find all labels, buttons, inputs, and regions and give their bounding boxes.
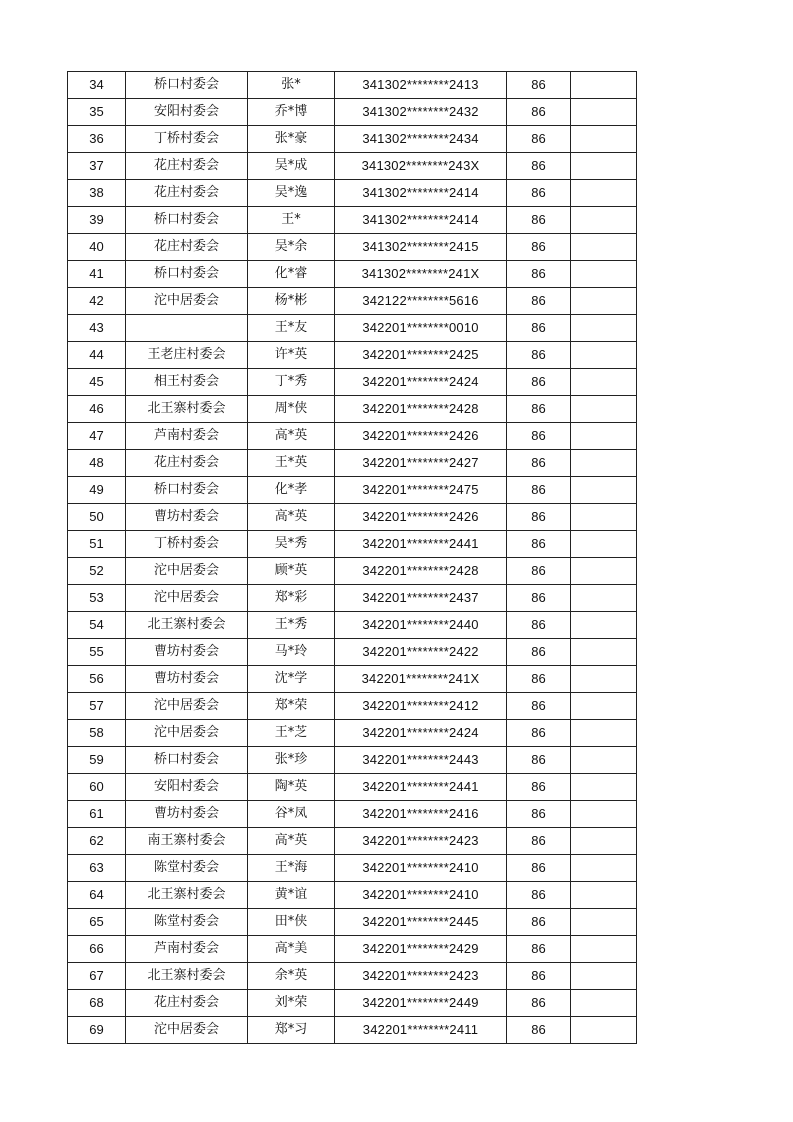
row-number: 60 <box>68 774 126 801</box>
note-cell <box>571 828 637 855</box>
id-number: 342201********2428 <box>335 558 507 585</box>
table-row <box>68 747 637 774</box>
table-row <box>68 288 637 315</box>
table-row <box>68 882 637 909</box>
score-value: 86 <box>507 963 571 990</box>
score-value: 86 <box>507 477 571 504</box>
person-name: 杨*彬 <box>248 288 335 315</box>
score-value: 86 <box>507 450 571 477</box>
table-row <box>68 585 637 612</box>
note-cell <box>571 774 637 801</box>
row-number: 54 <box>68 612 126 639</box>
person-name: 吴*秀 <box>248 531 335 558</box>
committee-name: 北王寨村委会 <box>126 882 248 909</box>
row-number: 61 <box>68 801 126 828</box>
table-row <box>68 315 637 342</box>
id-number: 342201********2423 <box>335 828 507 855</box>
id-number: 342201********2410 <box>335 882 507 909</box>
id-number: 342201********2437 <box>335 585 507 612</box>
note-cell <box>571 639 637 666</box>
table-row <box>68 450 637 477</box>
person-name: 马*玲 <box>248 639 335 666</box>
person-name: 高*英 <box>248 504 335 531</box>
row-number: 65 <box>68 909 126 936</box>
score-value: 86 <box>507 180 571 207</box>
person-name: 吴*成 <box>248 153 335 180</box>
committee-name: 南王寨村委会 <box>126 828 248 855</box>
table-row <box>68 234 637 261</box>
score-value: 86 <box>507 774 571 801</box>
score-value: 86 <box>507 234 571 261</box>
committee-name: 沱中居委会 <box>126 558 248 585</box>
committee-name: 花庄村委会 <box>126 450 248 477</box>
committee-name: 芦南村委会 <box>126 936 248 963</box>
row-number: 36 <box>68 126 126 153</box>
table-row <box>68 828 637 855</box>
person-name: 陶*英 <box>248 774 335 801</box>
note-cell <box>571 666 637 693</box>
committee-name: 沱中居委会 <box>126 288 248 315</box>
table-row <box>68 936 637 963</box>
score-value: 86 <box>507 288 571 315</box>
score-value: 86 <box>507 369 571 396</box>
person-name: 化*孝 <box>248 477 335 504</box>
score-value: 86 <box>507 72 571 99</box>
score-value: 86 <box>507 504 571 531</box>
score-value: 86 <box>507 666 571 693</box>
note-cell <box>571 315 637 342</box>
committee-name: 桥口村委会 <box>126 477 248 504</box>
note-cell <box>571 342 637 369</box>
note-cell <box>571 396 637 423</box>
note-cell <box>571 909 637 936</box>
table-row <box>68 423 637 450</box>
row-number: 62 <box>68 828 126 855</box>
committee-name <box>126 315 248 342</box>
note-cell <box>571 288 637 315</box>
note-cell <box>571 261 637 288</box>
note-cell <box>571 531 637 558</box>
id-number: 341302********241X <box>335 261 507 288</box>
row-number: 46 <box>68 396 126 423</box>
person-name: 刘*荣 <box>248 990 335 1017</box>
person-name: 王*海 <box>248 855 335 882</box>
committee-name: 沱中居委会 <box>126 720 248 747</box>
score-value: 86 <box>507 1017 571 1044</box>
score-value: 86 <box>507 99 571 126</box>
person-name: 王*英 <box>248 450 335 477</box>
id-number: 342201********2426 <box>335 423 507 450</box>
row-number: 66 <box>68 936 126 963</box>
table-row <box>68 720 637 747</box>
table-row <box>68 963 637 990</box>
row-number: 57 <box>68 693 126 720</box>
row-number: 55 <box>68 639 126 666</box>
table-row <box>68 72 637 99</box>
id-number: 341302********2414 <box>335 207 507 234</box>
committee-name: 曹坊村委会 <box>126 801 248 828</box>
note-cell <box>571 126 637 153</box>
person-name: 高*英 <box>248 828 335 855</box>
committee-name: 北王寨村委会 <box>126 396 248 423</box>
row-number: 67 <box>68 963 126 990</box>
row-number: 45 <box>68 369 126 396</box>
id-number: 342201********2416 <box>335 801 507 828</box>
table-row <box>68 504 637 531</box>
row-number: 44 <box>68 342 126 369</box>
row-number: 52 <box>68 558 126 585</box>
note-cell <box>571 747 637 774</box>
score-value: 86 <box>507 828 571 855</box>
person-name: 化*睿 <box>248 261 335 288</box>
note-cell <box>571 180 637 207</box>
row-number: 48 <box>68 450 126 477</box>
row-number: 38 <box>68 180 126 207</box>
person-name: 王*友 <box>248 315 335 342</box>
committee-name: 花庄村委会 <box>126 990 248 1017</box>
person-name: 郑*彩 <box>248 585 335 612</box>
note-cell <box>571 855 637 882</box>
id-number: 342201********2429 <box>335 936 507 963</box>
score-value: 86 <box>507 693 571 720</box>
person-name: 张* <box>248 72 335 99</box>
id-number: 342201********2412 <box>335 693 507 720</box>
note-cell <box>571 153 637 180</box>
person-name: 田*侠 <box>248 909 335 936</box>
table-row <box>68 990 637 1017</box>
score-value: 86 <box>507 558 571 585</box>
committee-name: 桥口村委会 <box>126 72 248 99</box>
note-cell <box>571 369 637 396</box>
id-number: 342201********0010 <box>335 315 507 342</box>
committee-name: 桥口村委会 <box>126 261 248 288</box>
score-value: 86 <box>507 639 571 666</box>
row-number: 41 <box>68 261 126 288</box>
table-row <box>68 855 637 882</box>
committee-name: 桥口村委会 <box>126 747 248 774</box>
score-value: 86 <box>507 126 571 153</box>
committee-name: 花庄村委会 <box>126 153 248 180</box>
note-cell <box>571 585 637 612</box>
table-row <box>68 774 637 801</box>
table-row <box>68 1017 637 1044</box>
score-value: 86 <box>507 585 571 612</box>
person-name: 高*英 <box>248 423 335 450</box>
note-cell <box>571 1017 637 1044</box>
person-name: 吴*余 <box>248 234 335 261</box>
row-number: 56 <box>68 666 126 693</box>
row-number: 58 <box>68 720 126 747</box>
person-name: 高*美 <box>248 936 335 963</box>
score-value: 86 <box>507 855 571 882</box>
row-number: 51 <box>68 531 126 558</box>
score-value: 86 <box>507 396 571 423</box>
roster-table-body <box>68 72 637 1044</box>
id-number: 342201********2428 <box>335 396 507 423</box>
note-cell <box>571 720 637 747</box>
row-number: 39 <box>68 207 126 234</box>
committee-name: 北王寨村委会 <box>126 963 248 990</box>
note-cell <box>571 882 637 909</box>
row-number: 40 <box>68 234 126 261</box>
id-number: 342201********2411 <box>335 1017 507 1044</box>
id-number: 342201********2410 <box>335 855 507 882</box>
row-number: 42 <box>68 288 126 315</box>
score-value: 86 <box>507 207 571 234</box>
note-cell <box>571 423 637 450</box>
table-row <box>68 531 637 558</box>
id-number: 341302********2415 <box>335 234 507 261</box>
committee-name: 陈堂村委会 <box>126 909 248 936</box>
id-number: 342201********2423 <box>335 963 507 990</box>
committee-name: 花庄村委会 <box>126 180 248 207</box>
table-row <box>68 180 637 207</box>
committee-name: 安阳村委会 <box>126 99 248 126</box>
committee-name: 沱中居委会 <box>126 585 248 612</box>
committee-name: 花庄村委会 <box>126 234 248 261</box>
id-number: 342201********2425 <box>335 342 507 369</box>
score-value: 86 <box>507 747 571 774</box>
table-row <box>68 261 637 288</box>
score-value: 86 <box>507 612 571 639</box>
person-name: 谷*凤 <box>248 801 335 828</box>
id-number: 341302********2434 <box>335 126 507 153</box>
score-value: 86 <box>507 801 571 828</box>
id-number: 342201********2426 <box>335 504 507 531</box>
id-number: 342201********2475 <box>335 477 507 504</box>
table-row <box>68 666 637 693</box>
table-row <box>68 342 637 369</box>
note-cell <box>571 504 637 531</box>
committee-name: 沱中居委会 <box>126 693 248 720</box>
score-value: 86 <box>507 531 571 558</box>
person-name: 张*豪 <box>248 126 335 153</box>
table-row <box>68 369 637 396</box>
committee-name: 丁桥村委会 <box>126 126 248 153</box>
row-number: 64 <box>68 882 126 909</box>
id-number: 341302********2413 <box>335 72 507 99</box>
row-number: 35 <box>68 99 126 126</box>
person-name: 王*芝 <box>248 720 335 747</box>
person-name: 王* <box>248 207 335 234</box>
committee-name: 安阳村委会 <box>126 774 248 801</box>
id-number: 342201********2449 <box>335 990 507 1017</box>
row-number: 68 <box>68 990 126 1017</box>
id-number: 342201********2427 <box>335 450 507 477</box>
note-cell <box>571 693 637 720</box>
person-name: 张*珍 <box>248 747 335 774</box>
table-row <box>68 207 637 234</box>
score-value: 86 <box>507 909 571 936</box>
committee-name: 北王寨村委会 <box>126 612 248 639</box>
committee-name: 陈堂村委会 <box>126 855 248 882</box>
row-number: 49 <box>68 477 126 504</box>
row-number: 47 <box>68 423 126 450</box>
note-cell <box>571 558 637 585</box>
committee-name: 沱中居委会 <box>126 1017 248 1044</box>
note-cell <box>571 936 637 963</box>
row-number: 59 <box>68 747 126 774</box>
person-name: 沈*学 <box>248 666 335 693</box>
person-name: 丁*秀 <box>248 369 335 396</box>
committee-name: 曹坊村委会 <box>126 639 248 666</box>
row-number: 69 <box>68 1017 126 1044</box>
id-number: 341302********2432 <box>335 99 507 126</box>
score-value: 86 <box>507 153 571 180</box>
id-number: 342201********2441 <box>335 774 507 801</box>
row-number: 63 <box>68 855 126 882</box>
score-value: 86 <box>507 342 571 369</box>
committee-name: 王老庄村委会 <box>126 342 248 369</box>
committee-name: 芦南村委会 <box>126 423 248 450</box>
table-row <box>68 801 637 828</box>
note-cell <box>571 234 637 261</box>
table-row <box>68 693 637 720</box>
person-name: 乔*博 <box>248 99 335 126</box>
table-row <box>68 639 637 666</box>
note-cell <box>571 72 637 99</box>
table-row <box>68 477 637 504</box>
table-row <box>68 909 637 936</box>
id-number: 341302********2414 <box>335 180 507 207</box>
row-number: 34 <box>68 72 126 99</box>
id-number: 342122********5616 <box>335 288 507 315</box>
person-name: 郑*荣 <box>248 693 335 720</box>
person-name: 许*英 <box>248 342 335 369</box>
id-number: 342201********2440 <box>335 612 507 639</box>
person-name: 王*秀 <box>248 612 335 639</box>
row-number: 53 <box>68 585 126 612</box>
id-number: 342201********2445 <box>335 909 507 936</box>
table-row <box>68 558 637 585</box>
committee-name: 曹坊村委会 <box>126 666 248 693</box>
note-cell <box>571 99 637 126</box>
id-number: 342201********2424 <box>335 720 507 747</box>
id-number: 342201********241X <box>335 666 507 693</box>
roster-table <box>67 71 637 1044</box>
row-number: 50 <box>68 504 126 531</box>
id-number: 342201********2441 <box>335 531 507 558</box>
note-cell <box>571 963 637 990</box>
id-number: 341302********243X <box>335 153 507 180</box>
score-value: 86 <box>507 315 571 342</box>
score-value: 86 <box>507 423 571 450</box>
score-value: 86 <box>507 720 571 747</box>
row-number: 43 <box>68 315 126 342</box>
id-number: 342201********2422 <box>335 639 507 666</box>
person-name: 黄*谊 <box>248 882 335 909</box>
table-row <box>68 99 637 126</box>
person-name: 吴*逸 <box>248 180 335 207</box>
note-cell <box>571 207 637 234</box>
row-number: 37 <box>68 153 126 180</box>
table-row <box>68 612 637 639</box>
person-name: 周*侠 <box>248 396 335 423</box>
note-cell <box>571 990 637 1017</box>
person-name: 郑*习 <box>248 1017 335 1044</box>
table-row <box>68 126 637 153</box>
person-name: 顾*英 <box>248 558 335 585</box>
table-row <box>68 153 637 180</box>
person-name: 余*英 <box>248 963 335 990</box>
id-number: 342201********2424 <box>335 369 507 396</box>
note-cell <box>571 450 637 477</box>
id-number: 342201********2443 <box>335 747 507 774</box>
note-cell <box>571 477 637 504</box>
score-value: 86 <box>507 990 571 1017</box>
table-row <box>68 396 637 423</box>
score-value: 86 <box>507 936 571 963</box>
committee-name: 桥口村委会 <box>126 207 248 234</box>
score-value: 86 <box>507 882 571 909</box>
note-cell <box>571 801 637 828</box>
committee-name: 丁桥村委会 <box>126 531 248 558</box>
score-value: 86 <box>507 261 571 288</box>
note-cell <box>571 612 637 639</box>
committee-name: 曹坊村委会 <box>126 504 248 531</box>
committee-name: 相王村委会 <box>126 369 248 396</box>
